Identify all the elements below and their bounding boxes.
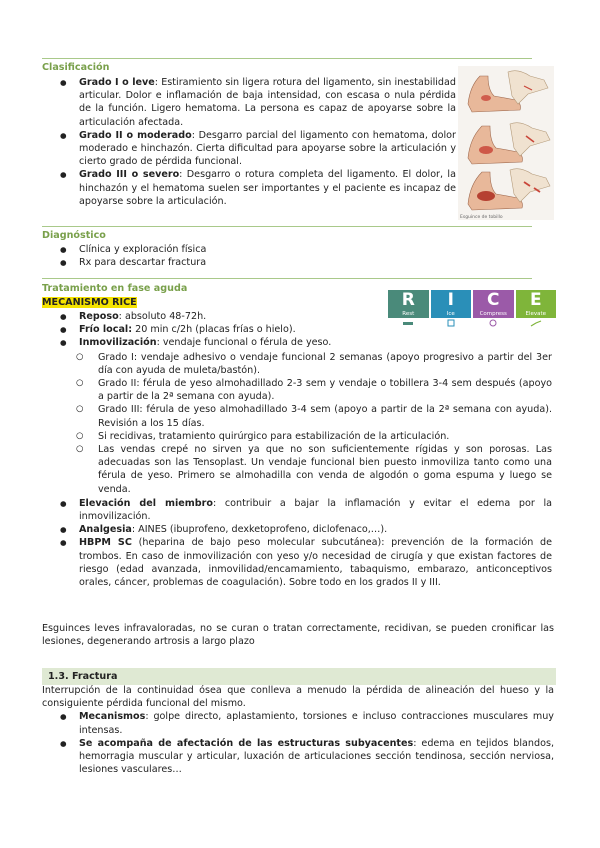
inmovilizacion-subitem: ○ Grado III: férula de yeso almohadillado 3-4 sem (apoyo a partir de la 2ª semana con ayuda). Revisión a los 15 días. <box>74 403 552 429</box>
tratamiento-heading: Tratamiento en fase aguda <box>42 283 188 294</box>
clasificacion-list <box>42 76 456 208</box>
clasificacion-divider <box>42 58 532 59</box>
rice-word-compress: Compress <box>473 310 514 318</box>
diagnostico-item: ● Clínica y exploración física <box>58 243 532 256</box>
rice-letter-c: C <box>473 290 514 310</box>
ice-cube-icon <box>431 318 472 327</box>
diagnostico-divider <box>42 226 532 227</box>
rice-word-ice: Ice <box>431 310 472 318</box>
grado-1-item: ● Grado I o leve: Estiramiento sin ligera rotura del ligamento, sin inestabilidad articular. Dolor e inflamación de baja intensidad, con escasa o nula pérdida de la función. Ligero hematoma. La persona es capaz de apoyarse sobre la articulación afectada. <box>58 76 456 129</box>
frio-item: ● Frío local: 20 min c/2h (placas frías o hielo). <box>58 323 552 336</box>
grado-2-item: ● Grado II o moderado: Desgarro parcial del ligamento con hematoma, dolor moderado e hinchazón. Cierta dificultad para apoyarse sobre la articulación y cierto grado de pérdida funcional. <box>58 129 456 169</box>
rice-compress <box>473 290 514 327</box>
bed-icon <box>388 318 429 327</box>
inmovilizacion-subitem: ○ Grado II: férula de yeso almohadillado 2-3 sem y vendaje o tobillera 3-4 sem después (apoyo a partir de la 2ª semana con ayuda). <box>74 377 552 403</box>
estructuras-item: ● Se acompaña de afectación de las estructuras subyacentes: edema en tejidos blandos, hemorragia muscular y articular, luxación de articulaciones sección tendinosa, sección nerviosa, lesiones vasculares… <box>58 737 554 777</box>
rice-word-rest: Rest <box>388 310 429 318</box>
tratamiento-list <box>42 310 552 589</box>
rice-letter-i: I <box>431 290 472 310</box>
grado-3-item: ● Grado III o severo: Desgarro o rotura completa del ligamento. El dolor, la hinchazón y el hematoma suelen ser importantes y el paciente es incapaz de apoyarse sobre la articulación. <box>58 168 456 208</box>
inmovilizacion-subitem: ○ Grado I: vendaje adhesivo o vendaje funcional 2 semanas (apoyo progresivo a partir del 3er día con ayuda de muleta/bastón). <box>74 351 552 377</box>
analgesia-item: ● Analgesia: AINES (ibuprofeno, dexketoprofeno, diclofenaco,…). <box>58 523 552 536</box>
clasificacion-heading: Clasificación <box>42 62 110 73</box>
inmovilizacion-subitem: ○ Si recidivas, tratamiento quirúrgico para estabilización de la articulación. <box>74 430 552 443</box>
ankle-image-caption: Esguince de tobillo <box>460 215 503 220</box>
ankle-sprain-illustration <box>458 66 554 220</box>
fractura-intro: Interrupción de la continuidad ósea que conlleva a menudo la pérdida de alineación del hueso y la consiguiente pérdida funcional del mismo. <box>42 685 554 710</box>
fractura-list <box>58 710 554 776</box>
rice-letter-e: E <box>516 290 557 310</box>
reposo-item: ● Reposo: absoluto 48-72h. <box>58 310 552 323</box>
tratamiento-divider <box>42 278 532 279</box>
fractura-heading: 1.3. Fractura <box>42 668 556 685</box>
rice-elevate <box>516 290 557 327</box>
mecanismos-item: ● Mecanismos: golpe directo, aplastamiento, torsiones e incluso contracciones musculares muy intensas. <box>58 710 554 736</box>
rice-graphic <box>388 290 556 327</box>
leg-raise-icon <box>516 318 557 327</box>
rice-rest <box>388 290 429 327</box>
ankle-grades-image <box>458 66 554 220</box>
mecanismo-rice-label: MECANISMO RICE <box>42 297 137 308</box>
bandage-icon <box>473 318 514 327</box>
rice-ice <box>431 290 472 327</box>
rice-letter-r: R <box>388 290 429 310</box>
inmovilizacion-subitem: ○ Las vendas crepé no sirven ya que no son suficientemente rígidas y son porosas. Las adecuadas son las Tensoplast. Un vendaje funcional bien puesto inmoviliza tanto como una férula de yeso. Primero se almohadilla con venda de algodón o goma espuma y luego se venda. <box>74 443 552 496</box>
diagnostico-list <box>42 243 532 269</box>
diagnostico-heading: Diagnóstico <box>42 230 106 241</box>
elevacion-item: ● Elevación del miembro: contribuir a bajar la inflamación y evitar el edema por la inmovilización. <box>58 497 552 523</box>
inmovilizacion-item: ● Inmovilización: vendaje funcional o férula de yeso. <box>58 336 552 349</box>
diagnostico-item: ● Rx para descartar fractura <box>58 256 532 269</box>
hbpm-item: ● HBPM SC (heparina de bajo peso molecular subcutánea): prevención de la formación de trombos. En caso de inmovilización con yeso y/o necesidad de cirugía y que existan factores de riesgo (edad avanzada, inmovilidad/encamamiento, tabaquismo, embarazo, anticonceptivos orales, cáncer, problemas de coagulación). Sobre todo en los grados II y III. <box>58 536 552 589</box>
rice-word-elevate: Elevate <box>516 310 557 318</box>
esguinces-note: Esguinces leves infravaloradas, no se curan o tratan correctamente, recidivan, se pueden cronificar las lesiones, degenerando artrosis a largo plazo <box>42 623 554 648</box>
